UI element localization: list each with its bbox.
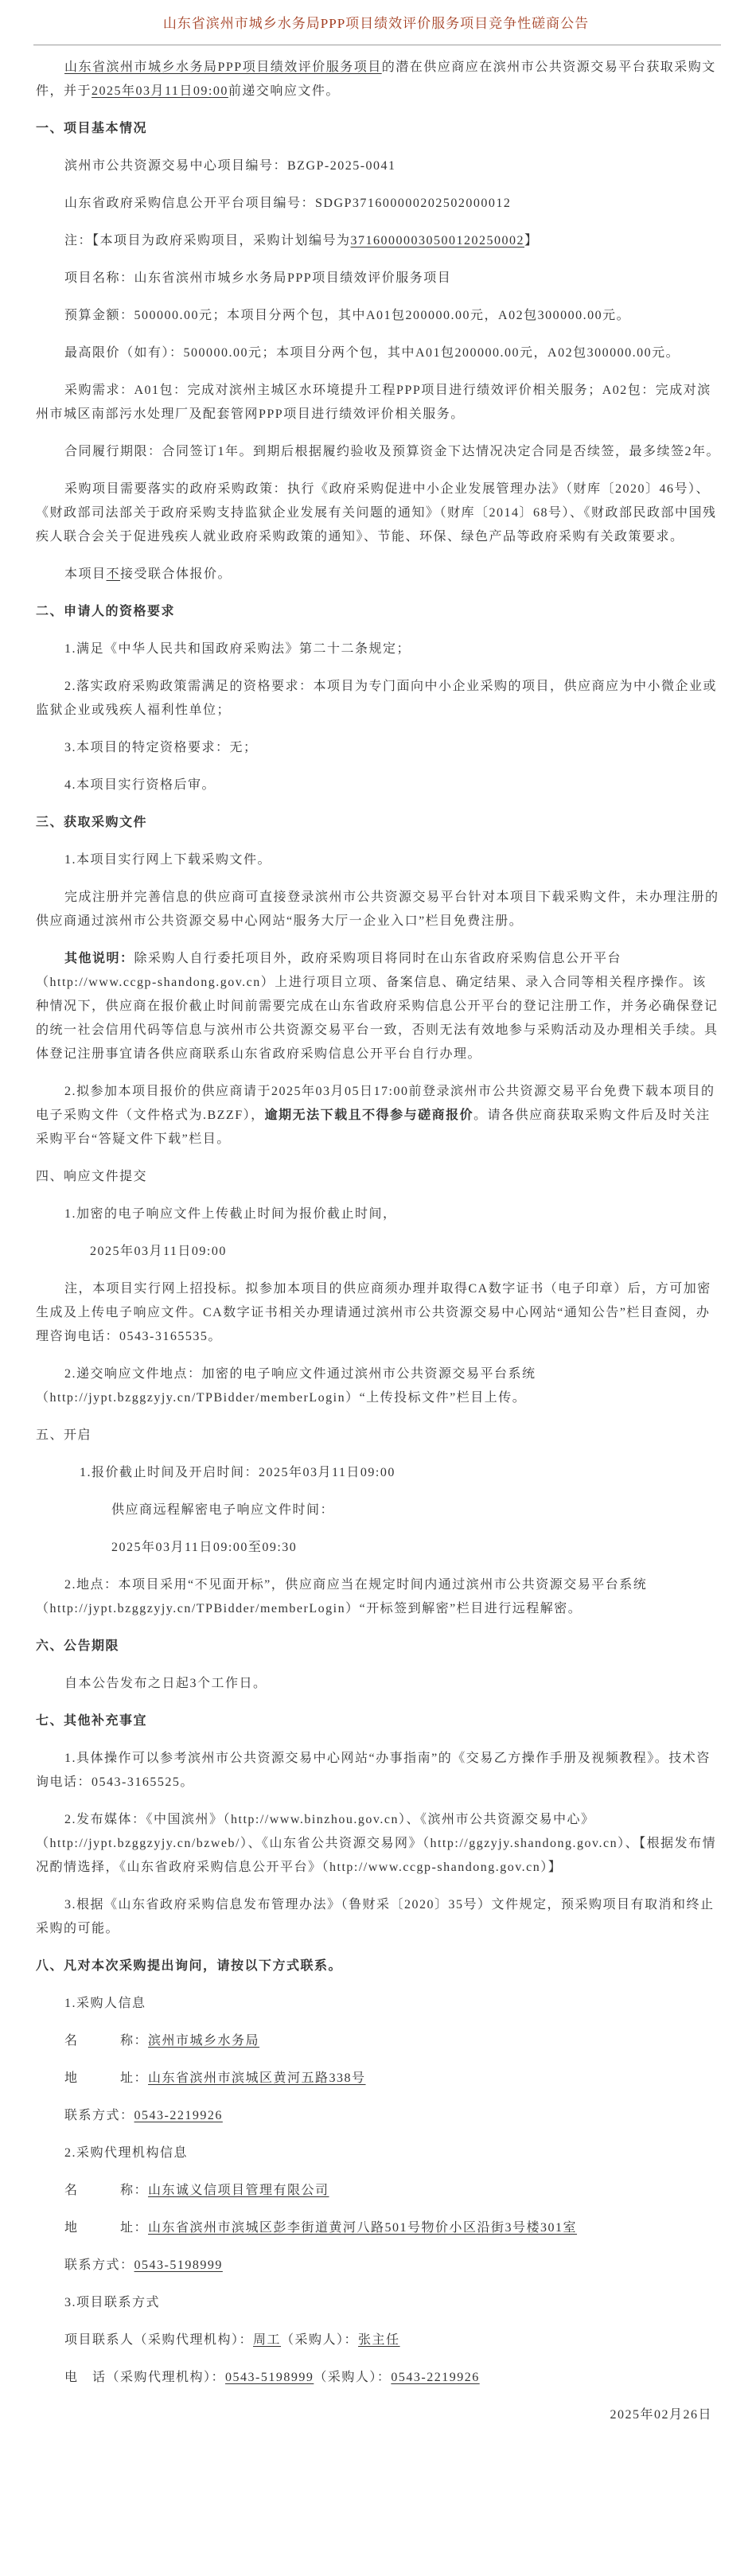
section-heading-supplementary: 七、其他补充事宜	[36, 1714, 148, 1728]
center-project-number: 滨州市公共资源交易中心项目编号：BZGP-2025-0041	[64, 159, 396, 173]
opening-time: 1.报价截止时间及开启时间：2025年03月11日09:00	[80, 1466, 395, 1479]
download-warning: 逾期无法下载且不得参与磋商报价	[264, 1109, 474, 1122]
plan-note-prefix: 注：【本项目为政府采购项目，采购计划编号为	[64, 234, 351, 247]
purchaser-contact-phone: 0543-2219926	[391, 2371, 480, 2384]
section-heading-qualification: 二、申请人的资格要求	[36, 605, 176, 618]
platform-project-number: 山东省政府采购信息公开平台项目编号：SDGP371600000202502000012	[64, 197, 512, 210]
intro-text: 的潜在供应商应在滨州市公共资源交易平台获取采购文件，并于	[36, 60, 716, 98]
qualification-item: 4.本项目实行资格后审。	[64, 778, 216, 792]
download-method: 1.本项目实行网上下载采购文件。	[64, 853, 272, 867]
agency-name-label: 名 称：	[64, 2184, 149, 2197]
purchaser-contact-person: 张主任	[358, 2333, 400, 2347]
supplementary-item: 1.具体操作可以参考滨州市公共资源交易中心网站“办事指南”的《交易乙方操作手册及视频教程》。技术咨询电话：0543-3165525。	[36, 1752, 711, 1789]
purchaser-phone-label: 联系方式：	[64, 2109, 134, 2122]
contract-term: 合同履行期限：合同签订1年。到期后根据履约验收及预算资金下达情况决定合同是否续签，最多续签2年。	[64, 445, 721, 458]
purchaser-address-row	[36, 2067, 720, 2091]
qualification-item: 2.落实政府采购政策需满足的资格要求：本项目为专门面向中小企业采购的项目，供应商应为中小微企业或监狱企业或残疾人福利性单位；	[36, 680, 718, 717]
plan-note-suffix: 】	[524, 234, 539, 247]
agency-name-row	[36, 2179, 720, 2203]
submission-deadline-label: 1.加密的电子响应文件上传截止时间为报价截止时间，	[64, 1207, 397, 1221]
decrypt-time-label: 供应商远程解密电子响应文件时间：	[111, 1503, 335, 1517]
download-deadline-text: 2.拟参加本项目报价的供应商请于2025年03月05日17:00前登录滨州市公共资源交易平台免费下载本项目的电子采购文件（文件格式为.BZZF），	[36, 1085, 715, 1122]
supplementary-item: 3.根据《山东省政府采购信息发布管理办法》（鲁财采〔2020〕35号）文件规定，预采购项目有取消和终止采购的可能。	[36, 1898, 715, 1935]
download-deadline-note	[36, 1080, 720, 1152]
agency-contact-phone: 0543-5198999	[225, 2371, 314, 2384]
budget-amount: 预算金额：500000.00元；本项目分两个包，其中A01包200000.00元，A02包300000.00元。	[64, 309, 631, 322]
page-title: 山东省滨州市城乡水务局PPP项目绩效评价服务项目竞争性磋商公告	[162, 16, 590, 31]
submission-deadline: 2025年03月11日09:00	[90, 1245, 227, 1258]
section-heading-obtain-documents: 三、获取采购文件	[36, 816, 148, 829]
registration-note: 完成注册并完善信息的供应商可直接登录滨州市公共资源交易平台针对本项目下载采购文件，未办理注册的供应商通过滨州市公共资源交易中心网站“服务大厅一企业入口”栏目免费注册。	[36, 890, 719, 928]
submission-location: 2.递交响应文件地点：加密的电子响应文件通过滨州市公共资源交易平台系统（http://jypt.bzggzyjy.cn/TPBidder/memberLogin）“上传投标文件”栏目上传。	[36, 1367, 536, 1405]
agency-address-label: 地 址：	[64, 2221, 149, 2235]
agency-phone: 0543-5198999	[134, 2258, 223, 2272]
opening-location: 2.地点：本项目采用“不见面开标”，供应商应当在规定时间内通过滨州市公共资源交易平台系统（http://jypt.bzggzyjy.cn/TPBidder/memberLogin）“开标签到解密”栏目进行远程解密。	[36, 1578, 648, 1615]
consortium-note	[36, 563, 720, 587]
section-heading-notice-period: 六、公告期限	[36, 1639, 120, 1653]
consortium-prefix: 本项目	[64, 567, 107, 581]
publish-date: 2025年02月26日	[610, 2408, 712, 2422]
intro-deadline: 2025年03月11日09:00	[92, 84, 228, 98]
intro-paragraph	[36, 56, 720, 103]
purchaser-name-label: 名 称：	[64, 2034, 149, 2048]
qualification-item: 1.满足《中华人民共和国政府采购法》第二十二条规定；	[64, 642, 411, 656]
project-contact-title: 3.项目联系方式	[64, 2296, 161, 2309]
purchaser-name-row	[36, 2029, 720, 2053]
agency-phone-row	[36, 2254, 720, 2278]
purchaser-name: 滨州市城乡水务局	[148, 2034, 260, 2048]
purchaser-address: 山东省滨州市滨城区黄河五路338号	[148, 2071, 366, 2085]
procurement-policy: 采购项目需要落实的政府采购政策：执行《政府采购促进中小企业发展管理办法》（财库〔2020〕46号）、《财政部司法部关于政府采购支持监狱企业发展有关问题的通知》（财库〔2014〕68号）、《财政部民政部中国残疾人联合会关于促进残疾人就业政府采购政策的通知》、节能、环保、绿色产品等政府采购有关政策要求。	[36, 482, 717, 544]
agency-address: 山东省滨州市滨城区彭李街道黄河八路501号物价小区沿街3号楼301室	[148, 2221, 578, 2235]
notice-period: 自本公告发布之日起3个工作日。	[64, 1677, 267, 1690]
plan-number: 37160000030500120250002	[350, 234, 525, 247]
agency-contact-person: 周工	[253, 2333, 282, 2347]
decrypt-time: 2025年03月11日09:00至09:30	[111, 1541, 298, 1554]
supplementary-item: 2.发布媒体：《中国滨州》（http://www.binzhou.gov.cn）、《滨州市公共资源交易中心》（http://jypt.bzggzyjy.cn/bzweb/）、《山东省公共资源交易网》（http://ggzyjy.shandong.gov.cn）、【根据发布情况酌情选择，《山东省政府采购信息公开平台》（http://www.ccgp-shandong.gov.cn）】	[36, 1813, 717, 1874]
max-price: 最高限价（如有）：500000.00元；本项目分两个包，其中A01包200000.00元，A02包300000.00元。	[64, 346, 680, 360]
project-contact-phone-row	[36, 2366, 720, 2390]
intro-project-name: 山东省滨州市城乡水务局PPP项目绩效评价服务项目	[64, 60, 382, 74]
purchaser-address-label: 地 址：	[64, 2071, 149, 2085]
section-heading-basic-info: 一、项目基本情况	[36, 122, 148, 135]
section-heading-contact: 八、凡对本次采购提出询问，请按以下方式联系。	[36, 1959, 343, 1973]
purchaser-person-label: （采购人）：	[281, 2333, 359, 2347]
project-contact-person-row	[36, 2329, 720, 2352]
download-deadline-text-end: 。请各供应商获取采购文件后及时关注采购平台“答疑文件下载”栏目。	[36, 1109, 711, 1146]
consortium-suffix: 接受联合体报价。	[120, 567, 232, 581]
other-notes-label: 其他说明：	[64, 952, 134, 965]
section-heading-submission: 四、响应文件提交	[36, 1170, 148, 1183]
purchaser-phone-row	[36, 2104, 720, 2128]
section-heading-opening: 五、开启	[36, 1428, 92, 1442]
announcement-body	[36, 56, 720, 2441]
purchaser-info-title: 1.采购人信息	[64, 1997, 146, 2010]
purchaser-phone-label: （采购人）：	[314, 2371, 392, 2384]
consortium-not: 不	[106, 567, 121, 581]
plan-number-note	[36, 229, 720, 253]
other-notes-text: 除采购人自行委托项目外，政府采购项目将同时在山东省政府采购信息公开平台（http://www.ccgp-shandong.gov.cn）上进行项目立项、备案信息、确定结果、录入合同等相关程序操作。该种情况下，供应商在报价截止时间前需要完成在山东省政府采购信息公开平台的登记注册工作，并务必确保登记的统一社会信用代码等信息与滨州市公共资源交易平台一致，否则无法有效地参与采购活动及办理相关手续。具体登记注册事宜请各供应商联系山东省政府采购信息公开平台自行办理。	[36, 952, 719, 1061]
agency-name: 山东诚义信项目管理有限公司	[148, 2184, 329, 2197]
procurement-demand: 采购需求：A01包：完成对滨州主城区水环境提升工程PPP项目进行绩效评价相关服务；A02包：完成对滨州市城区南部污水处理厂及配套管网PPP项目进行绩效评价相关服务。	[36, 384, 711, 421]
other-notes	[36, 947, 720, 1066]
purchaser-phone: 0543-2219926	[134, 2109, 223, 2122]
project-name: 项目名称：山东省滨州市城乡水务局PPP项目绩效评价服务项目	[64, 271, 452, 285]
agency-phone-label: 联系方式：	[64, 2258, 134, 2272]
contact-phone-label: 电 话（采购代理机构）：	[64, 2371, 226, 2384]
qualification-item: 3.本项目的特定资格要求：无；	[64, 741, 258, 754]
intro-text-end: 前递交响应文件。	[228, 84, 340, 98]
ca-certificate-note: 注，本项目实行网上招投标。拟参加本项目的供应商须办理并取得CA数字证书（电子印章）后，方可加密生成及上传电子响应文件。CA数字证书相关办理请通过滨州市公共资源交易中心网站“通知公告”栏目查阅，办理咨询电话：0543-3165535。	[36, 1282, 711, 1343]
contact-person-label: 项目联系人（采购代理机构）：	[64, 2333, 254, 2347]
agency-address-row	[36, 2216, 720, 2240]
agency-info-title: 2.采购代理机构信息	[64, 2146, 189, 2160]
